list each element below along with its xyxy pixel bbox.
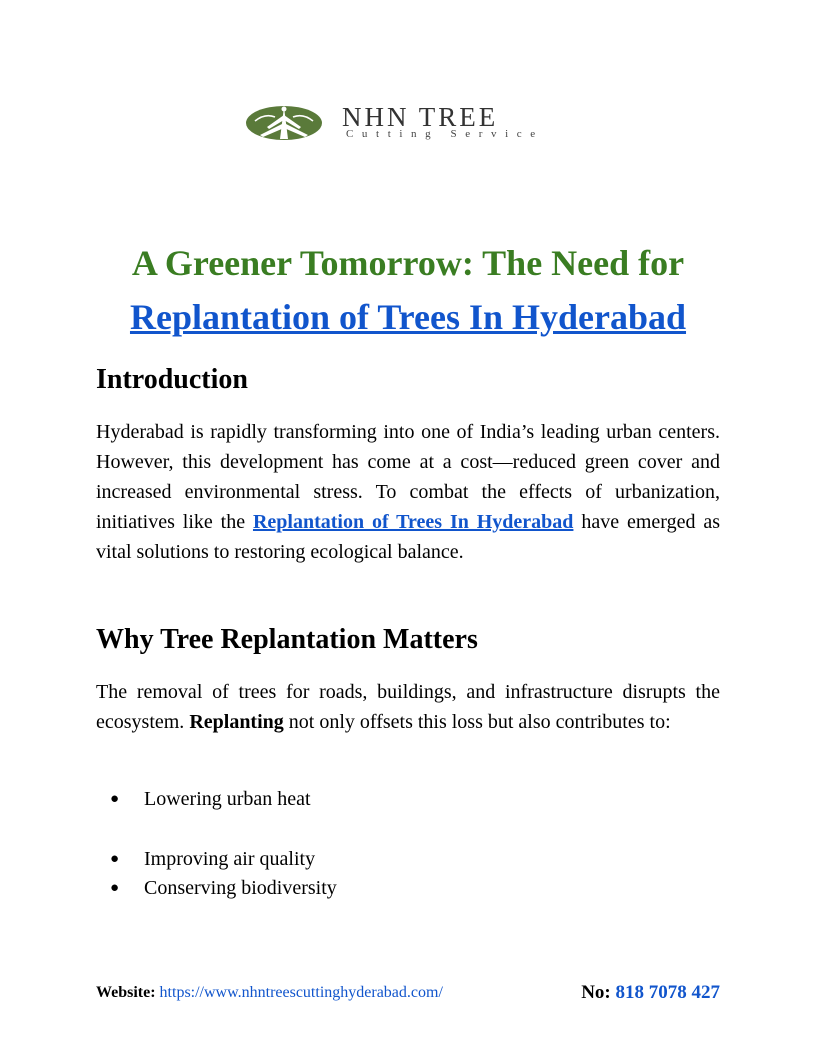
intro-text-after: have emerged as vital solutions to restoring ecological balance.: [96, 511, 720, 563]
list-item-text: Conserving biodiversity: [144, 877, 337, 899]
list-item-text: Lowering urban heat: [144, 788, 311, 810]
page-title: [60, 236, 756, 344]
footer-phone: [581, 980, 720, 1006]
intro-link[interactable]: Replantation of Trees In Hyderabad: [252, 511, 574, 533]
list-item-text: Improving air quality: [144, 848, 316, 870]
intro-text-before: Hyderabad is rapidly transforming into one of India’s leading urban centers. However, this development has come at a cost—reduced green cover and increased environmental stress. To combat the effects of urbanization, initiatives like the: [96, 421, 720, 533]
tree-leaf-icon: [245, 103, 323, 143]
bullet-icon: ●: [110, 791, 120, 807]
title-link[interactable]: Replantation of Trees In Hyderabad: [129, 297, 687, 337]
phone-number[interactable]: 818 7078 427: [615, 982, 720, 1003]
title-line: A Greener Tomorrow: The Need for: [131, 243, 685, 283]
bullet-icon: ●: [110, 851, 120, 867]
website-link[interactable]: https://www.nhntreescuttinghyderabad.com/: [159, 984, 443, 1001]
why-bold-word: Replanting: [189, 711, 284, 733]
footer-website: [96, 980, 443, 1006]
logo-name: NHN TREE: [342, 102, 499, 132]
why-text-after: not only offsets this loss but also contributes to:: [283, 711, 671, 733]
logo-tagline: Cutting Service: [346, 128, 544, 140]
page-footer: [96, 980, 720, 1006]
company-logo: [245, 103, 595, 143]
phone-label: No:: [581, 982, 611, 1003]
website-label: Website:: [96, 984, 156, 1001]
bullet-icon: ●: [110, 880, 120, 896]
why-text-before: The removal of trees for roads, buildings, and infrastructure disrupts the ecosystem.: [96, 681, 720, 733]
why-paragraph: [96, 677, 720, 737]
intro-paragraph: [96, 417, 720, 567]
intro-heading: Introduction: [96, 364, 248, 395]
why-heading: Why Tree Replantation Matters: [96, 624, 478, 655]
